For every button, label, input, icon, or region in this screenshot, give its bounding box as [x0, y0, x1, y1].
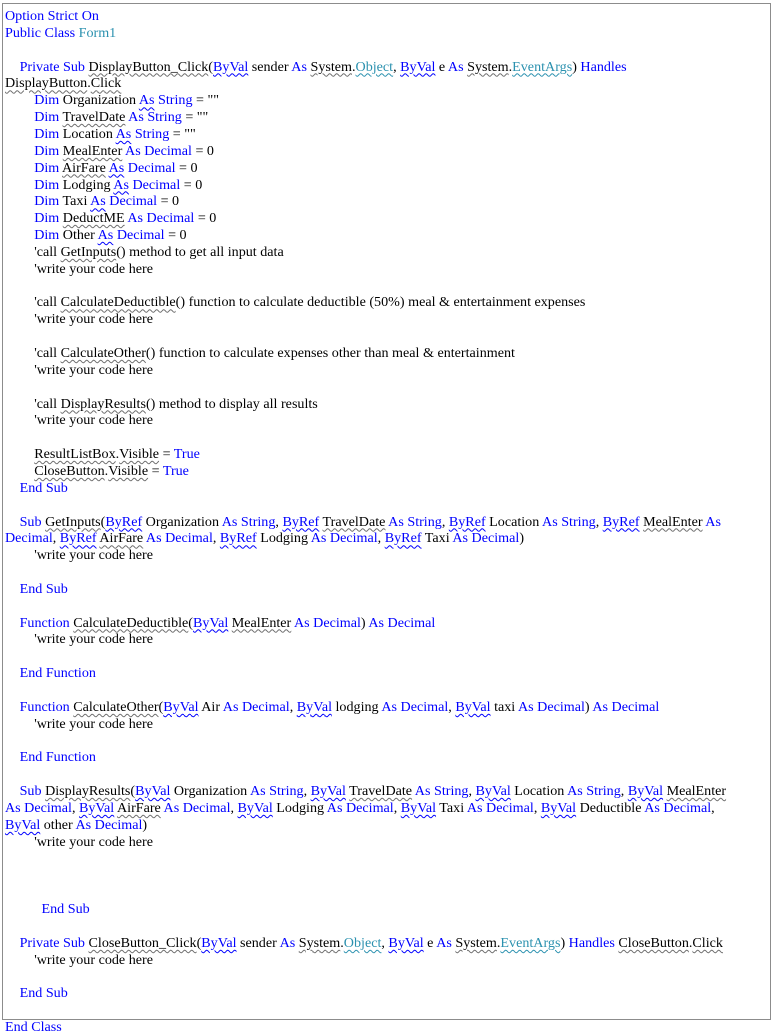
code-token: .: [115, 446, 120, 463]
code-token: End Class: [5, 1019, 62, 1035]
code-token: ByRef: [219, 530, 257, 547]
code-token: Organization: [142, 513, 222, 530]
code-token: ByVal: [5, 816, 41, 833]
code-token: ByVal: [296, 698, 332, 715]
code-line: [3, 631, 766, 648]
code-line: [3, 716, 766, 733]
code-line: [3, 92, 766, 109]
code-line: [3, 126, 766, 143]
code-token: DisplayButton_Click: [88, 58, 209, 75]
code-line: [3, 362, 766, 379]
code-token: As Decimal: [381, 698, 449, 715]
code-token: As: [108, 159, 125, 176]
code-line: [3, 177, 766, 194]
code-token: Dim: [34, 193, 63, 210]
code-token: DisplayResults: [45, 783, 131, 800]
code-token: As Decimal: [143, 530, 213, 547]
code-token: ByVal: [627, 783, 664, 800]
code-token: .: [496, 934, 501, 951]
code-token: ,: [303, 783, 311, 800]
code-token: Decimal: [124, 159, 176, 176]
code-token: ,: [533, 799, 541, 816]
code-line: [3, 244, 766, 261]
code-token: Dim: [34, 176, 63, 193]
code-line: [3, 210, 766, 227]
code-token: End Sub: [19, 985, 68, 1002]
code-token: ,: [393, 58, 401, 75]
code-token: Click: [692, 934, 723, 951]
code-token: = 0: [180, 176, 203, 193]
code-line: [3, 463, 766, 480]
code-token: ,: [377, 530, 385, 547]
code-token: As Decimal: [291, 614, 361, 631]
code-token: System: [455, 934, 497, 951]
code-token: Private Sub: [19, 934, 89, 951]
code-line: [3, 8, 766, 25]
code-token: 'write your code here: [34, 547, 153, 564]
code-line: [3, 817, 766, 834]
code-line: [3, 75, 766, 92]
code-token: System: [310, 58, 352, 75]
code-token: ByVal: [388, 934, 424, 951]
code-token: True: [173, 446, 200, 463]
code-token: As Decimal: [517, 698, 585, 715]
code-line: [3, 25, 766, 42]
code-token: 'write your code here: [34, 412, 153, 429]
code-token: 'write your code here: [34, 260, 153, 277]
code-token: = 0: [191, 142, 214, 159]
code-token: ByVal: [455, 698, 491, 715]
code-token: 'write your code here: [34, 311, 153, 328]
code-token: CloseButton_Click: [88, 934, 197, 951]
code-token: ByRef: [384, 530, 422, 547]
code-token: End Sub: [19, 580, 68, 597]
code-token: = 0: [157, 193, 180, 210]
code-token: TravelDate: [62, 109, 126, 126]
code-token: As Decimal: [452, 530, 520, 547]
code-token: TravelDate: [349, 783, 413, 800]
code-token: ): [584, 698, 593, 715]
code-token: As: [97, 227, 114, 244]
code-token: ): [572, 58, 581, 75]
code-token: = 0: [164, 227, 187, 244]
code-token: ,: [620, 783, 628, 800]
code-token: ,: [393, 799, 401, 816]
code-token: () method to display all results: [145, 395, 318, 412]
code-token: Decimal: [113, 227, 165, 244]
code-token: DisplayResults: [60, 395, 146, 412]
code-line: [3, 901, 766, 918]
code-token: Option Strict On: [5, 8, 99, 24]
code-token: As: [90, 193, 106, 210]
code-token: Other: [62, 227, 98, 244]
code-token: ByVal: [163, 698, 199, 715]
code-token: AirFare: [62, 159, 106, 176]
code-token: = "": [192, 92, 220, 109]
code-token: ,: [711, 799, 715, 816]
code-token: ByVal: [193, 614, 229, 631]
code-token: Sub: [19, 513, 46, 530]
code-token: ByRef: [448, 513, 486, 530]
code-token: ByVal: [540, 799, 577, 816]
code-token: ResultListBox: [34, 446, 116, 463]
code-line: [3, 783, 766, 800]
code-line: [3, 749, 766, 766]
code-token: 'write your code here: [34, 631, 153, 648]
code-token: Form1: [78, 24, 117, 41]
code-token: As String: [567, 783, 621, 800]
code-token: = 0: [194, 210, 217, 227]
code-line: [3, 109, 766, 126]
code-token: (: [188, 614, 193, 631]
code-token: (: [100, 513, 106, 530]
code-token: () function to calculate expenses other than meal & entertainment: [145, 345, 515, 361]
code-token: ): [560, 934, 569, 951]
code-token: As: [115, 125, 132, 142]
code-token: As: [138, 92, 155, 109]
code-token: Visible: [119, 446, 160, 463]
code-token: ByVal: [237, 799, 273, 816]
code-token: System: [467, 58, 509, 75]
code-line: [3, 547, 766, 564]
code-token: End Sub: [19, 479, 68, 496]
code-token: ByVal: [400, 799, 437, 816]
code-line: [3, 345, 766, 362]
code-token: 'call: [34, 395, 61, 412]
code-token: Dim: [34, 142, 63, 159]
code-token: =: [159, 446, 174, 463]
code-token: MealEnter: [62, 142, 123, 159]
code-token: Handles: [580, 58, 627, 75]
code-token: Location: [510, 783, 568, 800]
code-line: [3, 514, 766, 531]
code-token: 'call: [34, 294, 61, 311]
code-token: EventArgs: [512, 58, 573, 75]
code-token: 'call: [34, 243, 61, 260]
code-token: DeductME: [62, 210, 125, 227]
code-token: As: [279, 934, 299, 951]
code-token: Private Sub: [19, 58, 89, 75]
code-token: System: [298, 934, 341, 951]
code-token: = "": [169, 125, 196, 142]
code-token: e: [435, 58, 448, 75]
code-token: ByVal: [213, 58, 249, 75]
code-line: [3, 412, 766, 429]
code-token: AirFare: [99, 530, 144, 547]
code-token: Click: [90, 75, 122, 92]
code-line: [3, 143, 766, 160]
code-token: Organization: [62, 92, 139, 109]
code-line: [3, 294, 766, 311]
code-token: sender: [236, 934, 280, 951]
code-token: 'write your code here: [34, 951, 153, 968]
code-line: [3, 935, 766, 952]
code-token: =: [148, 462, 163, 479]
code-line: [3, 227, 766, 244]
code-line: [3, 530, 766, 547]
code-token: ,: [441, 513, 449, 530]
code-token: Public Class: [5, 24, 79, 41]
code-token: EventArgs: [500, 934, 561, 951]
code-token: As Decimal: [592, 698, 660, 715]
code-token: Lodging: [256, 530, 311, 547]
code-line: [3, 160, 766, 177]
code-token: () function to calculate deductible (50%) meal & entertainment expenses: [175, 294, 586, 311]
code-token: ByVal: [475, 783, 511, 800]
code-line: [3, 665, 766, 682]
code-token: As Decimal: [310, 530, 378, 547]
code-token: Dim: [34, 210, 63, 227]
code-token: ByRef: [282, 513, 320, 530]
code-token: .: [352, 58, 356, 75]
code-token: ,: [595, 513, 603, 530]
code-token: As Decimal: [124, 210, 195, 227]
code-token: Location: [485, 513, 543, 530]
code-token: Decimal: [5, 530, 53, 547]
code-token: MealEnter: [643, 513, 703, 530]
code-token: CloseButton: [618, 934, 689, 951]
code-token: ): [142, 816, 148, 833]
code-token: As: [702, 513, 721, 530]
code-token: Dim: [34, 227, 63, 244]
code-token: As Decimal: [466, 799, 534, 816]
code-token: ByRef: [105, 513, 143, 530]
code-token: Decimal: [128, 176, 181, 193]
code-token: Sub: [19, 783, 46, 800]
code-token: End Function: [19, 665, 96, 682]
code-token: (: [158, 698, 164, 715]
code-line: [3, 446, 766, 463]
code-token: As String: [542, 513, 596, 530]
code-token: Taxi: [421, 530, 453, 547]
code-token: As Decimal: [122, 142, 192, 159]
code-line: [3, 480, 766, 497]
code-token: .: [688, 934, 693, 951]
code-line: [3, 59, 766, 76]
code-line: [3, 1019, 766, 1036]
code-token: .: [87, 75, 91, 92]
code-token: Function: [19, 614, 74, 631]
code-token: ByVal: [310, 783, 346, 800]
code-token: 'write your code here: [34, 361, 153, 378]
code-token: As Decimal: [5, 799, 72, 816]
code-line: [3, 699, 766, 716]
code-token: As String: [385, 513, 442, 530]
code-token: Visible: [108, 462, 149, 479]
code-line: [3, 311, 766, 328]
code-token: TravelDate: [322, 513, 386, 530]
code-document: [2, 3, 771, 1035]
code-token: Decimal: [105, 193, 158, 210]
code-token: Organization: [170, 783, 250, 800]
code-token: Taxi: [62, 193, 91, 210]
code-token: .: [104, 462, 109, 479]
code-token: Object: [343, 934, 382, 951]
code-token: CalculateOther: [60, 345, 146, 361]
code-token: As Decimal: [644, 799, 712, 816]
code-token: Taxi: [436, 799, 467, 816]
code-token: (: [208, 58, 213, 75]
code-token: As: [436, 934, 456, 951]
code-token: lodging: [331, 698, 382, 715]
code-line: [3, 615, 766, 632]
code-line: [3, 985, 766, 1002]
code-token: String: [131, 125, 170, 142]
code-token: ByVal: [201, 934, 237, 951]
code-token: As: [291, 58, 311, 75]
code-token: ,: [212, 530, 220, 547]
code-token: 'write your code here: [34, 715, 153, 732]
code-token: ByVal: [135, 783, 171, 800]
code-token: e: [423, 934, 437, 951]
code-token: ): [519, 530, 525, 547]
code-token: As Decimal: [160, 799, 231, 816]
code-line: [3, 952, 766, 969]
code-token: taxi: [490, 698, 518, 715]
code-token: MealEnter: [666, 783, 727, 800]
code-token: ,: [275, 513, 283, 530]
code-token: ByVal: [78, 799, 115, 816]
code-token: = "": [181, 109, 209, 126]
code-token: True: [162, 462, 189, 479]
code-token: Air: [198, 698, 223, 715]
code-token: As: [113, 176, 129, 193]
code-token: () method to get all input data: [116, 243, 284, 260]
code-token: ByVal: [400, 58, 436, 75]
code-token: Dim: [34, 159, 62, 176]
code-line: [3, 261, 766, 278]
code-token: Location: [62, 125, 116, 142]
code-token: As Decimal: [75, 816, 143, 833]
code-token: As String: [412, 783, 469, 800]
code-token: 'write your code here: [34, 833, 153, 850]
code-token: 'call: [34, 345, 61, 361]
code-token: As: [447, 58, 468, 75]
code-token: As Decimal: [222, 698, 290, 715]
code-token: String: [154, 92, 193, 109]
code-token: As Decimal: [326, 799, 394, 816]
code-line: [3, 193, 766, 210]
code-token: = 0: [175, 159, 198, 176]
code-token: Handles: [568, 934, 615, 951]
code-token: Lodging: [272, 799, 327, 816]
code-token: ,: [289, 698, 297, 715]
code-token: ,: [468, 783, 476, 800]
code-line: [3, 581, 766, 598]
code-token: As String: [249, 783, 304, 800]
code-token: .: [340, 934, 344, 951]
code-token: GetInputs: [60, 243, 117, 260]
code-token: Object: [355, 58, 394, 75]
code-token: As Decimal: [368, 614, 436, 631]
code-token: Dim: [34, 109, 63, 126]
code-token: Deductible: [576, 799, 645, 816]
code-token: (: [196, 934, 202, 951]
code-line: [3, 396, 766, 413]
code-token: GetInputs: [45, 513, 101, 530]
code-token: (: [130, 783, 136, 800]
code-line: [3, 800, 766, 817]
code-token: End Sub: [41, 901, 90, 918]
code-line: [3, 834, 766, 851]
code-token: CloseButton: [34, 462, 105, 479]
code-token: ByRef: [602, 513, 640, 530]
code-token: Dim: [34, 92, 63, 109]
code-token: other: [40, 816, 76, 833]
code-token: ,: [230, 799, 238, 816]
code-token: .: [508, 58, 513, 75]
code-token: CalculateOther: [73, 698, 159, 715]
code-token: Dim: [34, 125, 63, 142]
code-token: CalculateDeductible: [60, 294, 176, 311]
code-token: DisplayButton: [5, 75, 88, 92]
code-token: ,: [448, 698, 456, 715]
code-token: ): [360, 614, 369, 631]
code-token: Lodging: [62, 176, 114, 193]
code-token: CalculateDeductible: [73, 614, 189, 631]
code-token: As String: [221, 513, 276, 530]
code-token: sender: [248, 58, 292, 75]
code-token: ,: [381, 934, 389, 951]
code-token: As String: [125, 109, 182, 126]
code-token: Function: [19, 698, 74, 715]
code-token: ,: [52, 530, 60, 547]
code-token: MealEnter: [231, 614, 292, 631]
code-token: ,: [71, 799, 79, 816]
code-token: ByRef: [59, 530, 97, 547]
code-token: AirFare: [116, 799, 161, 816]
code-token: End Function: [19, 749, 96, 766]
